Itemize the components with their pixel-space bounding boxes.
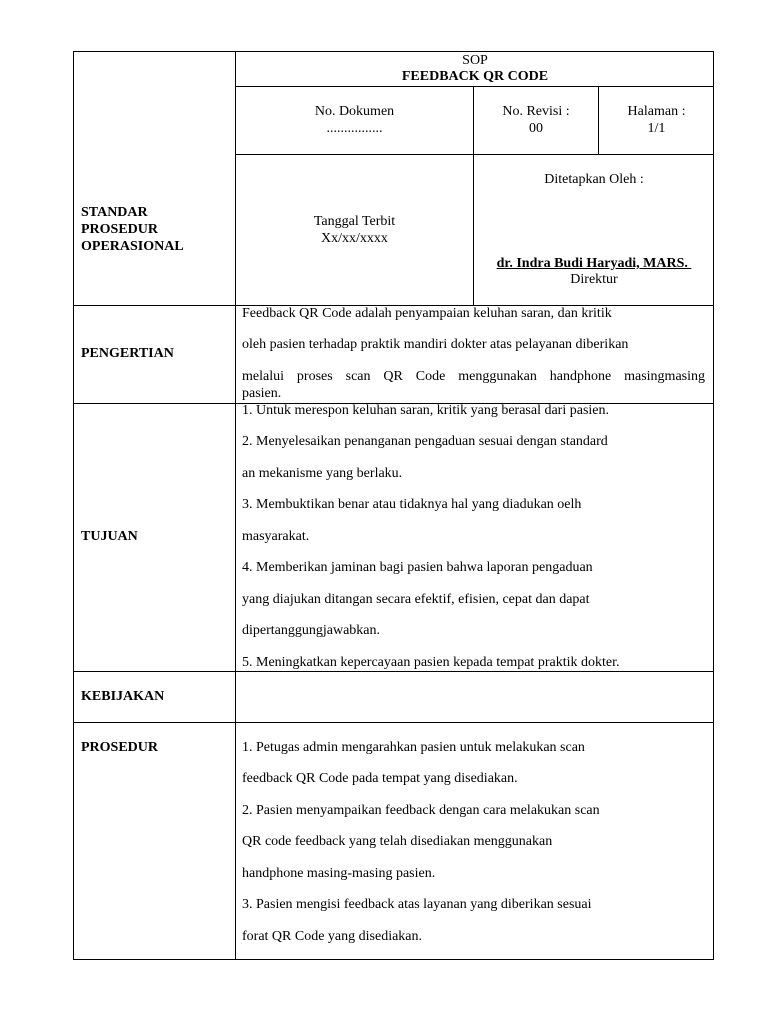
no-dokumen-label: No. Dokumen: [314, 104, 395, 119]
kebijakan-label: KEBIJAKAN: [81, 689, 165, 704]
no-revisi-value: 00: [529, 121, 543, 136]
signer-name: dr. Indra Budi Haryadi, MARS.: [496, 256, 692, 271]
tujuan-line-1: 1. Untuk merespon keluhan saran, kritik yang berasal dari pasien.: [242, 403, 610, 418]
prosedur-line-4: QR code feedback yang telah disediakan menggunakan: [242, 834, 553, 849]
tujuan-line-3: an mekanisme yang berlaku.: [242, 466, 403, 481]
no-revisi-label: No. Revisi :: [502, 104, 570, 119]
sop-row-label-1: STANDAR: [81, 205, 148, 220]
pengertian-line-3: melalui proses scan QR Code menggunakan handphone masingmasing: [242, 369, 705, 384]
column-divider: [235, 51, 236, 960]
halaman-value: 1/1: [647, 121, 666, 136]
tujuan-line-2: 2. Menyelesaikan penanganan pengaduan sesuai dengan standard: [242, 434, 608, 449]
tujuan-line-7: yang diajukan ditangan secara efektif, efisien, cepat dan dapat: [242, 592, 590, 607]
tujuan-line-5: masyarakat.: [242, 529, 310, 544]
prosedur-label: PROSEDUR: [81, 740, 159, 755]
revisi-halaman-divider: [598, 86, 599, 154]
sop-row-label-3: OPERASIONAL: [81, 239, 184, 254]
document-title: FEEDBACK QR CODE: [401, 69, 549, 84]
tanggal-terbit-label: Tanggal Terbit: [313, 214, 396, 229]
pengertian-line-4: pasien.: [242, 386, 282, 401]
pengertian-line-2: oleh pasien terhadap praktik mandiri dokter atas pelayanan diberikan: [242, 337, 629, 352]
tujuan-line-4: 3. Membuktikan benar atau tidaknya hal yang diadukan oelh: [242, 497, 582, 512]
row-divider-prosedur: [73, 722, 714, 723]
prosedur-line-7: forat QR Code yang disediakan.: [242, 929, 423, 944]
sop-label: SOP: [462, 53, 488, 68]
header-bottom-divider: [235, 154, 714, 155]
doc-revisi-divider: [473, 86, 474, 154]
tujuan-line-9: 5. Meningkatkan kepercayaan pasien kepada tempat praktik dokter.: [242, 655, 620, 670]
row-divider-kebijakan: [73, 671, 714, 672]
pengertian-line-1: Feedback QR Code adalah penyampaian keluhan saran, dan kritik: [242, 306, 612, 321]
tanggal-terbit-value: Xx/xx/xxxx: [321, 231, 388, 246]
tujuan-label: TUJUAN: [81, 529, 138, 544]
tujuan-line-6: 4. Memberikan jaminan bagi pasien bahwa laporan pengaduan: [242, 560, 593, 575]
title-divider: [235, 86, 714, 87]
sop-row-label-2: PROSEDUR: [81, 222, 159, 237]
halaman-label: Halaman :: [627, 104, 686, 119]
prosedur-line-3: 2. Pasien menyampaikan feedback dengan cara melakukan scan: [242, 803, 600, 818]
signer-role: Direktur: [570, 272, 618, 287]
no-dokumen-value: ................: [326, 121, 383, 136]
pengertian-label: PENGERTIAN: [81, 346, 174, 361]
prosedur-line-5: handphone masing-masing pasien.: [242, 866, 436, 881]
prosedur-line-2: feedback QR Code pada tempat yang disediakan.: [242, 771, 518, 786]
prosedur-line-6: 3. Pasien mengisi feedback atas layanan yang diberikan sesuai: [242, 897, 592, 912]
prosedur-line-1: 1. Petugas admin mengarahkan pasien untuk melakukan scan: [242, 740, 585, 755]
tujuan-line-8: dipertanggungjawabkan.: [242, 623, 381, 638]
ditetapkan-oleh-label: Ditetapkan Oleh :: [544, 172, 644, 187]
